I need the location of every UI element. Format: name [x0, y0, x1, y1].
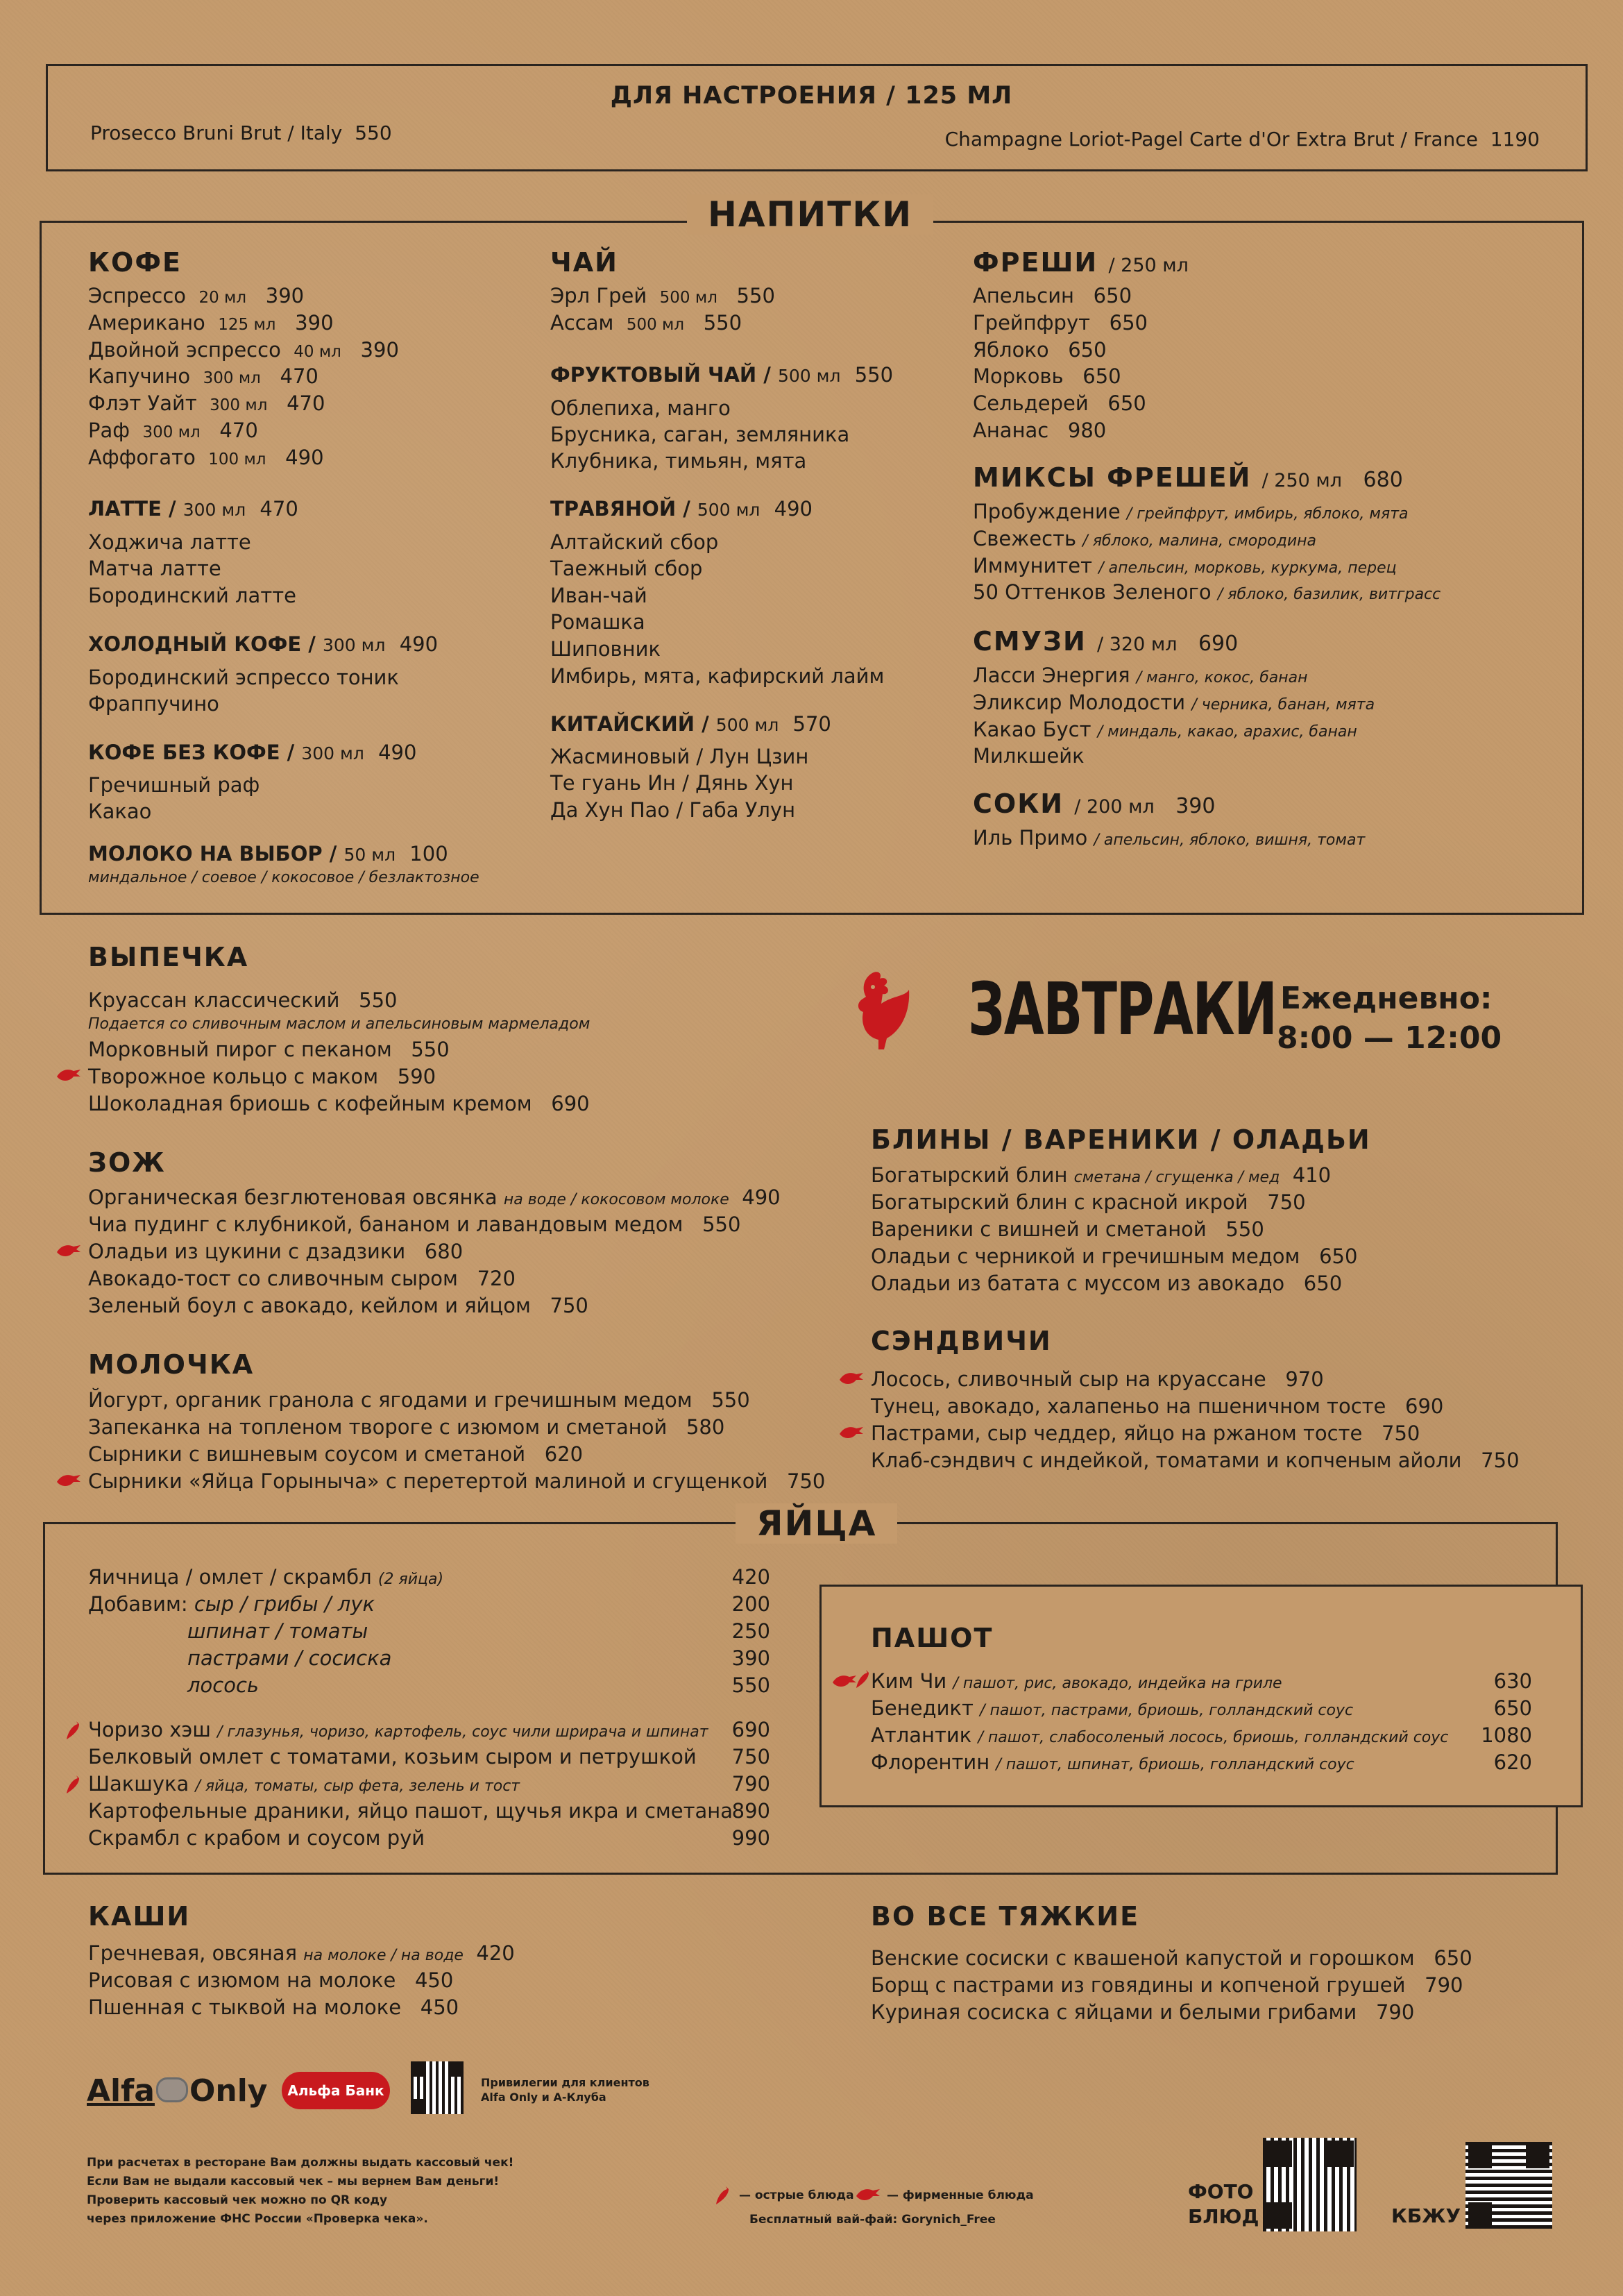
- receipt-notice: При расчетах в ресторане Вам должны выдать кассовый чек! Если Вам не выдали кассовый чек – мы вернем Вам деньги! Проверить кассовый чек можно по QR коду через приложение ФНС России «Проверка чека».: [87, 2156, 514, 2226]
- eggs-add-price: 550: [731, 1673, 770, 1697]
- eggs-add: лосось: [187, 1673, 260, 1697]
- chili-icon: [65, 1774, 80, 1795]
- bakery-note: Подается со сливочным маслом и апельсиновым мармеладом: [88, 1015, 590, 1033]
- poached-item: Бенедикт / пашот, пастрами, бриошь, голландский соус: [871, 1696, 1354, 1720]
- serious-item: Борщ с пастрами из говядины и копченой грушей 790: [871, 1973, 1463, 1997]
- zozh-item: Органическая безглютеновая овсянка на воде / кокосовом молоке 490: [88, 1185, 781, 1209]
- wifi-info: Бесплатный вай-фай: Gorynich_Free: [749, 2213, 996, 2227]
- latte-title: ЛАТТЕ / 300 мл 470: [88, 497, 298, 521]
- coffee-title: КОФЕ: [88, 247, 182, 278]
- mood-right: Champagne Loriot-Pagel Carte d'Or Extra Brut / France 1190: [944, 128, 1540, 151]
- coffee-item: Аффогато 100 мл 490: [88, 445, 324, 469]
- chinese-tea-item: Те гуань Ин / Дянь Хун: [550, 771, 794, 795]
- eggs-add: пастрами / сосиска: [187, 1646, 392, 1670]
- serious-item: Венские сосиски с квашеной капустой и горошком 650: [871, 1946, 1472, 1970]
- rooster-logo-icon: [856, 969, 912, 1052]
- herbal-item: Таежный сбор: [550, 557, 703, 580]
- nocoffee-title: КОФЕ БЕЗ КОФЕ / 300 мл 490: [88, 741, 417, 764]
- sandwiches-title: СЭНДВИЧИ: [871, 1326, 1052, 1356]
- kbju-label: КБЖУ: [1391, 2204, 1461, 2227]
- milk-title: МОЛОКО НА ВЫБОР / 50 мл 100: [88, 842, 448, 866]
- bakery-item: Круассан классический 550: [88, 988, 398, 1012]
- fruit-tea-item: Клубника, тимьян, мята: [550, 449, 807, 473]
- eggs-base-price: 420: [731, 1565, 770, 1589]
- poached-item: Флорентин / пашот, шпинат, бриошь, голландский соус: [871, 1750, 1354, 1774]
- mix-item: Пробуждение / грейпфрут, имбирь, яблоко, мята: [973, 500, 1409, 523]
- eggs-item-price: 750: [731, 1745, 770, 1769]
- coffee-item: Капучино 300 мл 470: [88, 364, 318, 389]
- sandwich-item: Лосось, сливочный сыр на круассане 970: [871, 1367, 1324, 1391]
- juices-title: СОКИ / 200 мл 390: [973, 788, 1216, 819]
- sandwich-item: Тунец, авокадо, халапеньо на пшеничном тосте 690: [871, 1394, 1444, 1418]
- zozh-item: Чиа пудинг с клубникой, бананом и лавандовым медом 550: [88, 1213, 741, 1236]
- signature-icon: [56, 1472, 82, 1489]
- eggs-add: шпинат / томаты: [187, 1619, 368, 1643]
- coffee-item: Двойной эспрессо 40 мл 390: [88, 337, 399, 362]
- dairy-item: Запеканка на топленом твороге с изюмом и сметаной 580: [88, 1415, 725, 1439]
- smoothie-item: Какао Буст / миндаль, какао, арахис, банан: [973, 717, 1357, 741]
- herbal-item: Иван-чай: [550, 584, 647, 607]
- mood-box: [46, 64, 1588, 171]
- tea-title: ЧАЙ: [550, 247, 618, 278]
- herbal-item: Алтайский сбор: [550, 530, 719, 554]
- herbal-item: Ромашка: [550, 610, 645, 634]
- latte-item: Матча латте: [88, 557, 221, 580]
- eggs-item: Картофельные драники, яйцо пашот, щучья икра и сметана: [88, 1799, 733, 1823]
- photo-label: ФОТО БЛЮД: [1188, 2180, 1259, 2228]
- eggs-item: Белковый омлет с томатами, козьим сыром и петрушкой: [88, 1745, 697, 1769]
- poached-item-price: 620: [1493, 1750, 1532, 1774]
- fresh-item: Сельдерей 650: [973, 391, 1146, 416]
- milk-note: миндальное / соевое / кокосовое / безлактозное: [88, 869, 479, 886]
- chinese-tea-item: Да Хун Пао / Габа Улун: [550, 798, 796, 822]
- latte-item: Бородинский латте: [88, 584, 296, 607]
- smoothie-title: СМУЗИ / 320 мл 690: [973, 626, 1239, 657]
- poached-item: Атлантик / пашот, слабосоленый лосось, бриошь, голландский соус: [871, 1723, 1449, 1747]
- serious-title: ВО ВСЕ ТЯЖКИЕ: [871, 1901, 1140, 1932]
- alfa-only-logo: Alfa Only: [87, 2073, 268, 2109]
- smoothie-item: Милкшейк: [973, 744, 1085, 768]
- cold-coffee-item: Бородинский эспрессо тоник: [88, 666, 399, 689]
- chili-icon: [855, 1669, 870, 1689]
- pancakes-item: Богатырский блин с красной икрой 750: [871, 1190, 1306, 1214]
- alfa-only-circle-icon: [156, 2077, 188, 2102]
- mix-item: Иммунитет / апельсин, морковь, куркума, перец: [973, 553, 1397, 577]
- bakery-title: ВЫПЕЧКА: [88, 942, 249, 972]
- mood-title: ДЛЯ НАСТРОЕНИЯ / 125 МЛ: [610, 82, 1013, 110]
- zozh-item: Оладьи из цукини с дзадзики 680: [88, 1240, 464, 1263]
- legend-hot: — острые блюда: [739, 2188, 854, 2202]
- fresh-item: Грейпфрут 650: [973, 310, 1148, 335]
- pancakes-item: Вареники с вишней и сметаной 550: [871, 1217, 1264, 1241]
- juice-item: Иль Примо / апельсин, яблоко, вишня, томат: [973, 826, 1366, 850]
- fresh-item: Яблоко 650: [973, 337, 1107, 362]
- zozh-item: Авокадо-тост со сливочным сыром 720: [88, 1267, 516, 1290]
- porridge-item: Гречневая, овсяная на молоке / на воде 420: [88, 1941, 515, 1965]
- pancakes-item: Оладьи с черникой и гречишным медом 650: [871, 1244, 1358, 1268]
- breakfast-schedule-time: 8:00 — 12:00: [1277, 1020, 1502, 1056]
- eggs-base: Яичница / омлет / скрамбл (2 яйца): [88, 1565, 444, 1589]
- signature-icon: [56, 1242, 82, 1259]
- porridge-item: Пшенная с тыквой на молоке 450: [88, 1995, 459, 2019]
- smoothie-item: Ласси Энергия / манго, кокос, банан: [973, 664, 1308, 687]
- eggs-item-price: 690: [731, 1718, 770, 1741]
- coffee-item: Эспрессо 20 мл 390: [88, 284, 305, 307]
- poached-item-price: 650: [1493, 1696, 1532, 1720]
- eggs-item-price: 890: [731, 1799, 770, 1823]
- breakfast-title: ЗАВТРАКИ: [968, 967, 1277, 1052]
- privileges-text: Привилегии для клиентов Alfa Only и А-Клуба: [481, 2076, 649, 2104]
- fresh-title: ФРЕШИ / 250 мл: [973, 247, 1189, 278]
- fruit-tea-item: Облепиха, манго: [550, 396, 731, 420]
- eggs-title: ЯЙЦА: [736, 1503, 897, 1544]
- alfa-bank-badge: Альфа Банк: [282, 2072, 390, 2109]
- signature-icon: [838, 1370, 865, 1387]
- chili-icon: [65, 1720, 80, 1741]
- serious-item: Куриная сосиска с яйцами и белыми грибами 790: [871, 2000, 1415, 2024]
- eggs-add-label: Добавим: сыр / грибы / лук: [88, 1592, 375, 1616]
- bakery-item: Творожное кольцо с маком 590: [88, 1065, 436, 1088]
- sandwich-item: Пастрами, сыр чеддер, яйцо на ржаном тосте 750: [871, 1421, 1420, 1445]
- fruit-tea-title: ФРУКТОВЫЙ ЧАЙ / 500 мл 550: [550, 363, 894, 387]
- dairy-item: Йогурт, органик гранола с ягодами и гречишным медом 550: [88, 1388, 750, 1412]
- herbal-item: Имбирь, мята, кафирский лайм: [550, 664, 885, 688]
- mood-left: Prosecco Bruni Brut / Italy 550: [90, 121, 392, 144]
- cold-coffee-item: Фраппучино: [88, 692, 219, 716]
- pancakes-item: Богатырский блин сметана / сгущенка / мед 410: [871, 1163, 1332, 1187]
- fresh-item: Ананас 980: [973, 419, 1107, 442]
- poached-item: Ким Чи / пашот, рис, авокадо, индейка на гриле: [871, 1669, 1282, 1693]
- dairy-item: Сырники «Яйца Горыныча» с перетертой малиной и сгущенкой 750: [88, 1469, 826, 1493]
- eggs-item-price: 790: [731, 1772, 770, 1796]
- mixes-title: МИКСЫ ФРЕШЕЙ / 250 мл 680: [973, 462, 1403, 493]
- chinese-tea-title: КИТАЙСКИЙ / 500 мл 570: [550, 712, 831, 736]
- dairy-title: МОЛОЧКА: [88, 1349, 255, 1380]
- eggs-item: Скрамбл с крабом и соусом руй: [88, 1826, 425, 1850]
- smoothie-item: Эликсир Молодости / черника, банан, мята: [973, 690, 1375, 714]
- privileges-qr-code[interactable]: [411, 2061, 464, 2114]
- eggs-add-price: 390: [731, 1646, 770, 1670]
- drinks-title: НАПИТКИ: [687, 194, 933, 235]
- eggs-item: Чоризо хэш / глазунья, чоризо, картофель, соус чили шрирача и шпинат: [88, 1718, 708, 1741]
- fruit-tea-item: Брусника, саган, земляника: [550, 423, 850, 446]
- poached-title: ПАШОТ: [871, 1623, 994, 1653]
- coffee-item: Флэт Уайт 300 мл 470: [88, 391, 325, 416]
- bakery-item: Морковный пирог с пеканом 550: [88, 1038, 450, 1061]
- coffee-item: Американо 125 мл 390: [88, 310, 334, 335]
- fresh-item: Морковь 650: [973, 364, 1121, 389]
- signature-icon: [831, 1673, 858, 1689]
- mix-item: 50 Оттенков Зеленого / яблоко, базилик, витграсс: [973, 580, 1441, 605]
- herbal-item: Шиповник: [550, 637, 661, 661]
- fresh-item: Апельсин 650: [973, 284, 1132, 307]
- signature-icon: [838, 1424, 865, 1441]
- poached-item-price: 1080: [1481, 1723, 1532, 1747]
- zozh-item: Зеленый боул с авокадо, кейлом и яйцом 750: [88, 1294, 588, 1317]
- eggs-add-price: 250: [731, 1619, 770, 1643]
- zozh-title: ЗОЖ: [88, 1147, 166, 1178]
- photo-qr-code[interactable]: [1263, 2138, 1357, 2231]
- pancakes-title: БЛИНЫ / ВАРЕНИКИ / ОЛАДЬИ: [871, 1124, 1371, 1155]
- bakery-item: Шоколадная бриошь с кофейным кремом 690: [88, 1092, 590, 1115]
- cold-coffee-title: ХОЛОДНЫЙ КОФЕ / 300 мл 490: [88, 632, 439, 656]
- breakfast-schedule-label: Ежедневно:: [1280, 981, 1493, 1016]
- legend-signature: — фирменные блюда: [887, 2188, 1034, 2202]
- porridge-title: КАШИ: [88, 1901, 191, 1932]
- signature-icon: [56, 1067, 82, 1083]
- tea-item: Эрл Грей 500 мл 550: [550, 284, 775, 307]
- kbju-qr-code[interactable]: [1465, 2142, 1552, 2229]
- poached-item-price: 630: [1493, 1669, 1532, 1693]
- eggs-item-price: 990: [731, 1826, 770, 1850]
- herbal-title: ТРАВЯНОЙ / 500 мл 490: [550, 497, 813, 521]
- pancakes-item: Оладьи из батата с муссом из авокадо 650: [871, 1272, 1343, 1295]
- coffee-item: Раф 300 мл 470: [88, 419, 258, 442]
- chinese-tea-item: Жасминовый / Лун Цзин: [550, 745, 809, 768]
- signature-icon: [855, 2186, 881, 2203]
- tea-item: Ассам 500 мл 550: [550, 310, 742, 335]
- eggs-add-price: 200: [731, 1592, 770, 1616]
- dairy-item: Сырники с вишневым соусом и сметаной 620: [88, 1442, 584, 1466]
- chili-icon: [715, 2185, 730, 2206]
- eggs-item: Шакшука / яйца, томаты, сыр фета, зелень и тост: [88, 1772, 520, 1796]
- mix-item: Свежесть / яблоко, малина, смородина: [973, 526, 1316, 550]
- sandwich-item: Клаб-сэндвич с индейкой, томатами и копченым айоли 750: [871, 1449, 1520, 1472]
- latte-item: Ходжича латте: [88, 530, 251, 554]
- nocoffee-item: Какао: [88, 800, 152, 823]
- porridge-item: Рисовая с изюмом на молоке 450: [88, 1968, 454, 1992]
- nocoffee-item: Гречишный раф: [88, 773, 260, 797]
